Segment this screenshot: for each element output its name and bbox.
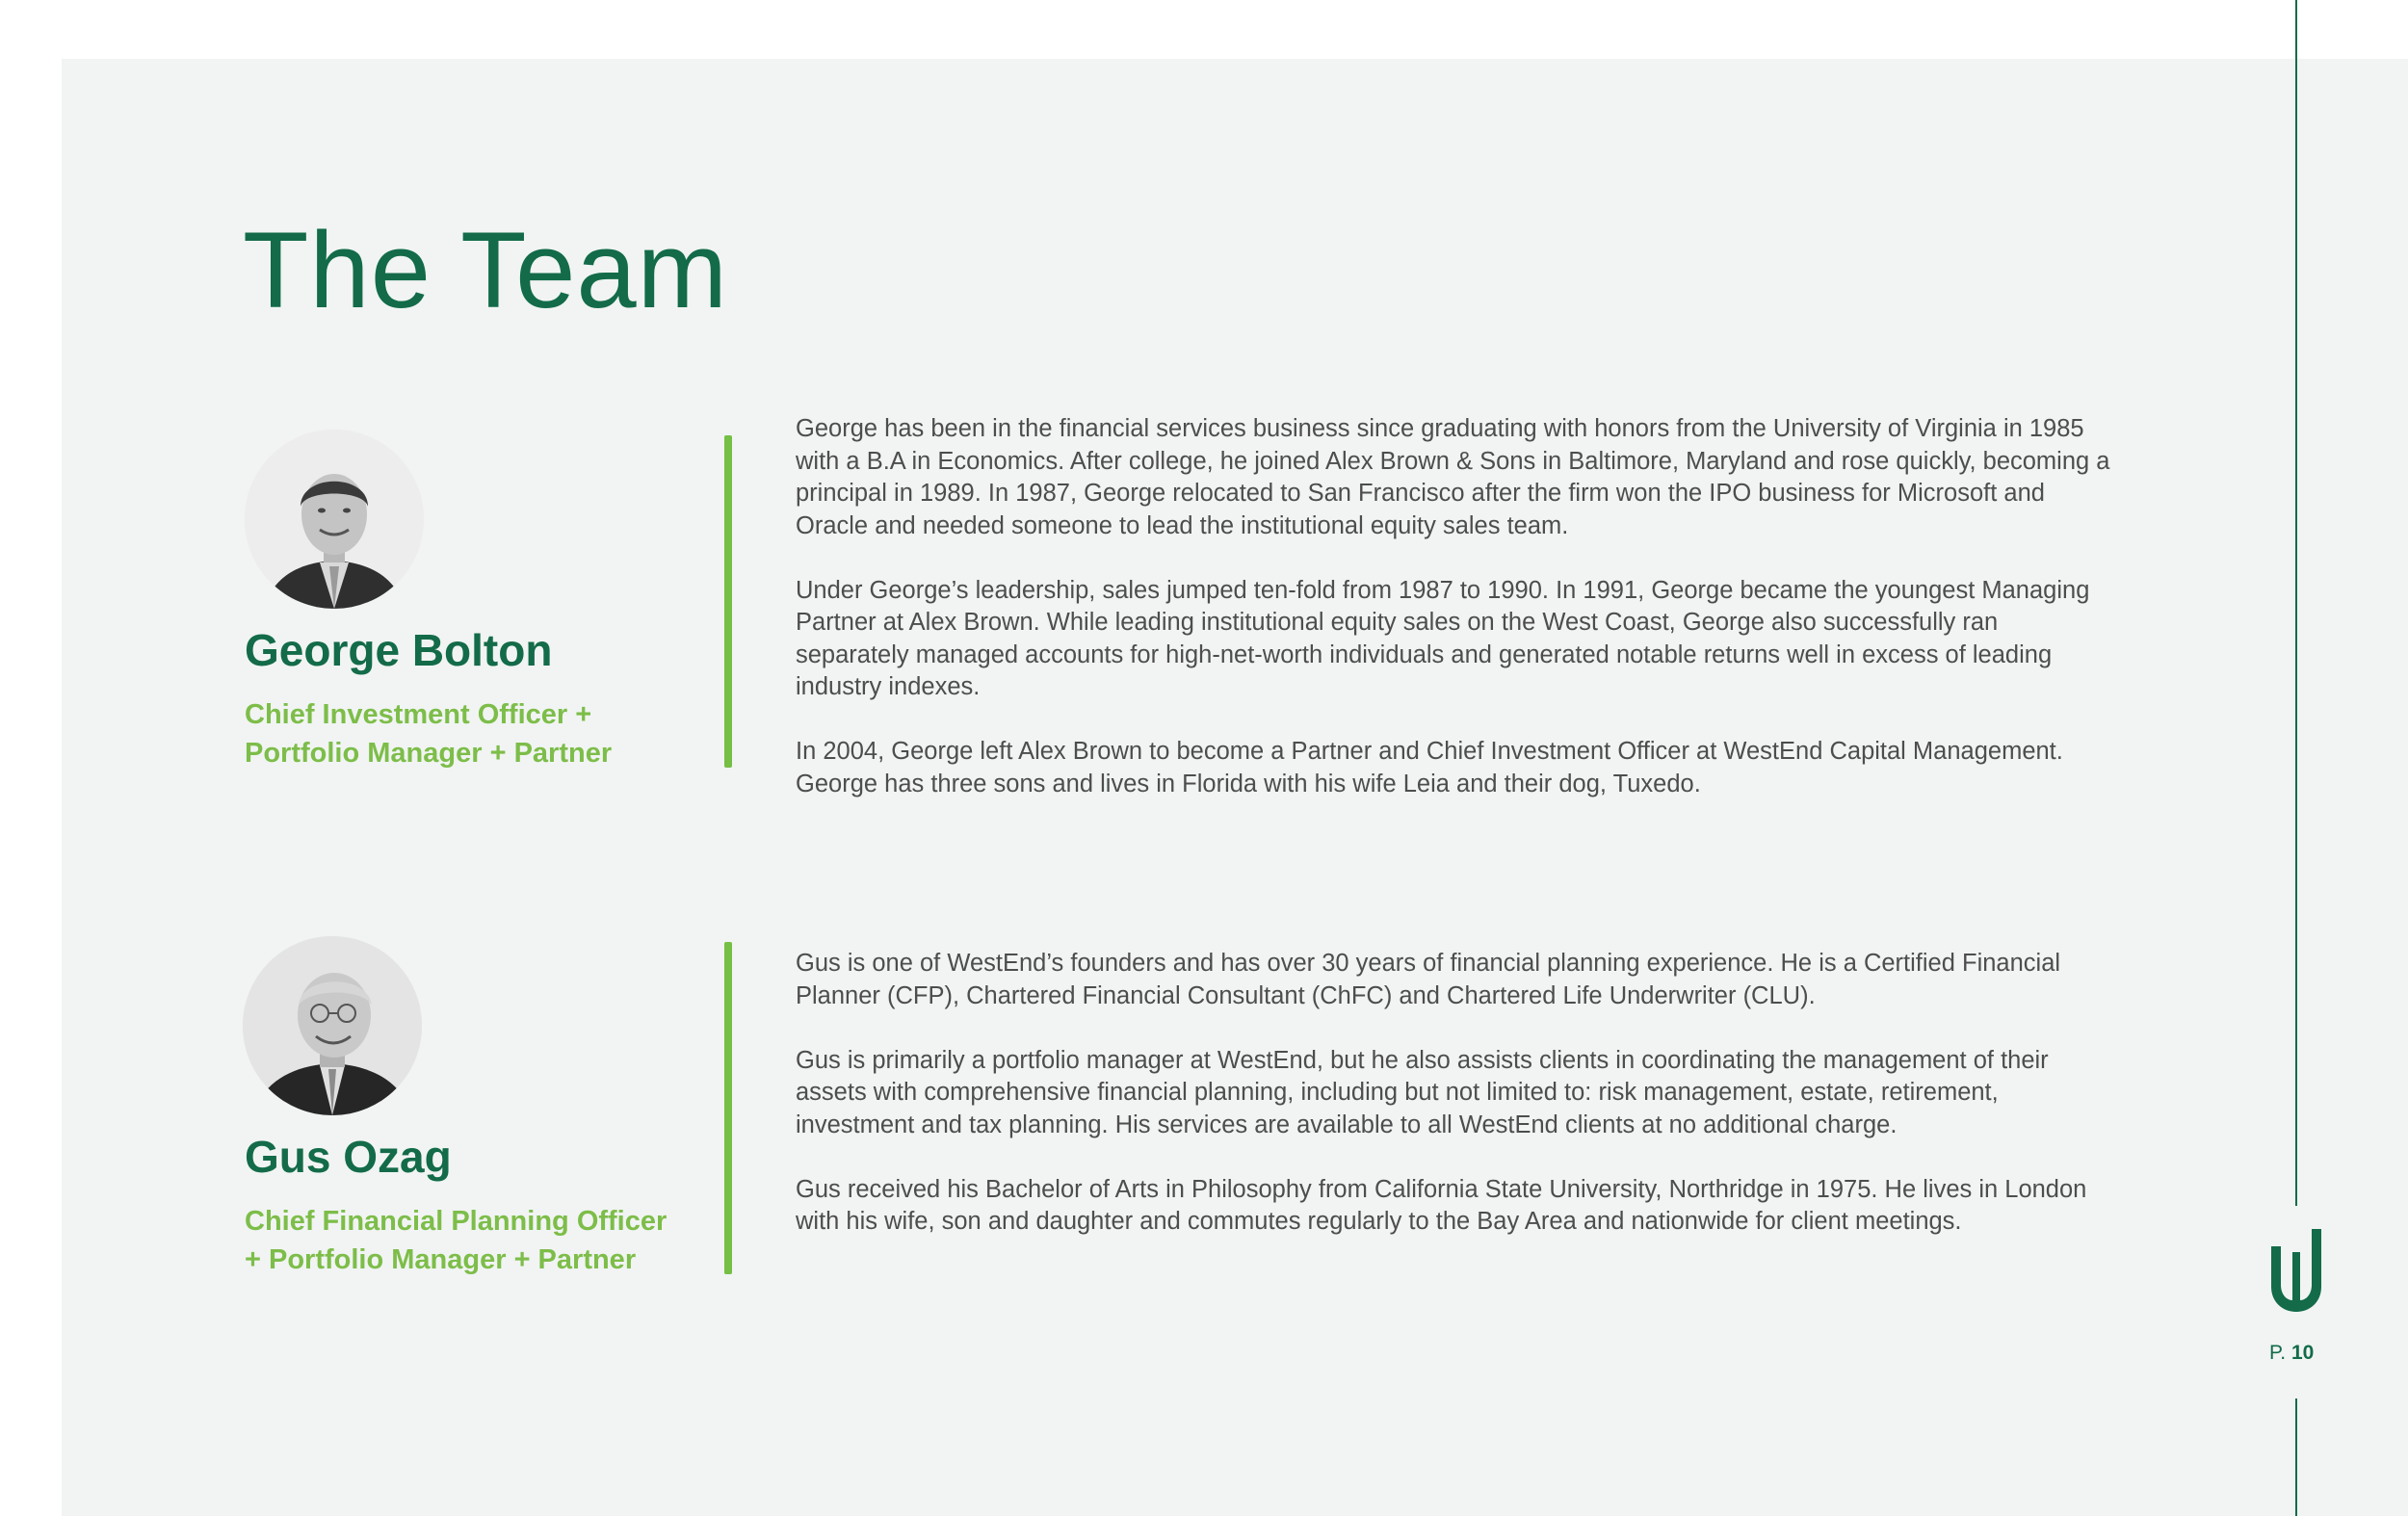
bio-paragraph: Gus is one of WestEnd’s founders and has over 30 years of financial planning experience. He is a Certified Financial Planner (CFP), Chartered Financial Consultant (ChFC) and Chartered Life Underwriter (CLU). [796,950,2061,1009]
bio-paragraph: Gus received his Bachelor of Arts in Philosophy from California State University, Northridge in 1975. He lives in London with his wife, son and daughter and commutes regularly to the Bay Area and nationwide for client meetings. [796,1175,2087,1235]
avatar-gus-ozag [243,936,422,1115]
right-rail-line-bottom [2295,1398,2297,1516]
accent-divider [724,942,732,1274]
member-bio [796,413,2115,833]
page-number-value: 10 [2290,1342,2315,1364]
bio-paragraph: George has been in the financial services business since graduating with honors from the University of Virginia in 1985 with a B.A in Economics. After college, he joined Alex Brown & Sons in Baltimore, Maryland and rose quickly, becoming a principal in 1989. In 1987, George relocated to San Francisco after the firm won the IPO business for Microsoft and Oracle and needed someone to lead the institutional equity sales team. [796,415,2110,539]
member-bio [796,948,2115,1270]
member-name: Gus Ozag [245,1132,452,1182]
bio-paragraph: Gus is primarily a portfolio manager at WestEnd, but he also assists clients in coordinating the management of their assets with comprehensive financial planning, including but not limited to: risk management, estate, retirement, investment and tax planning. His services are available to all WestEnd clients at no additional charge. [796,1046,2049,1138]
portrait-george-bolton [245,430,424,609]
member-role-line: Portfolio Manager + Partner [245,738,613,769]
member-role-line: Chief Investment Officer + [245,699,592,730]
page-number-prefix: P. [2269,1342,2287,1364]
member-name: George Bolton [245,625,553,675]
accent-divider [724,435,732,768]
member-role [245,1202,697,1279]
member-role-line: + Portfolio Manager + Partner [245,1244,637,1275]
westend-w-logo-icon [2262,1229,2331,1316]
bio-paragraph: In 2004, George left Alex Brown to become a Partner and Chief Investment Officer at WestEnd Capital Management. George has three sons and lives in Florida with his wife Leia and their dog, Tuxedo. [796,738,2063,797]
page-number [2269,1342,2314,1365]
avatar-george-bolton [245,430,424,609]
member-role-line: Chief Financial Planning Officer [245,1206,667,1237]
page-title: The Team [243,210,728,330]
bio-paragraph: Under George’s leadership, sales jumped ten-fold from 1987 to 1990. In 1991, George became the youngest Managing Partner at Alex Brown. While leading institutional equity sales on the West Coast, George also successfully ran separately managed accounts for high-net-worth individuals and generated notable returns well in excess of leading industry indexes. [796,576,2090,700]
right-rail-line-top [2295,0,2297,1206]
member-role [245,695,697,772]
portrait-gus-ozag [243,936,422,1115]
